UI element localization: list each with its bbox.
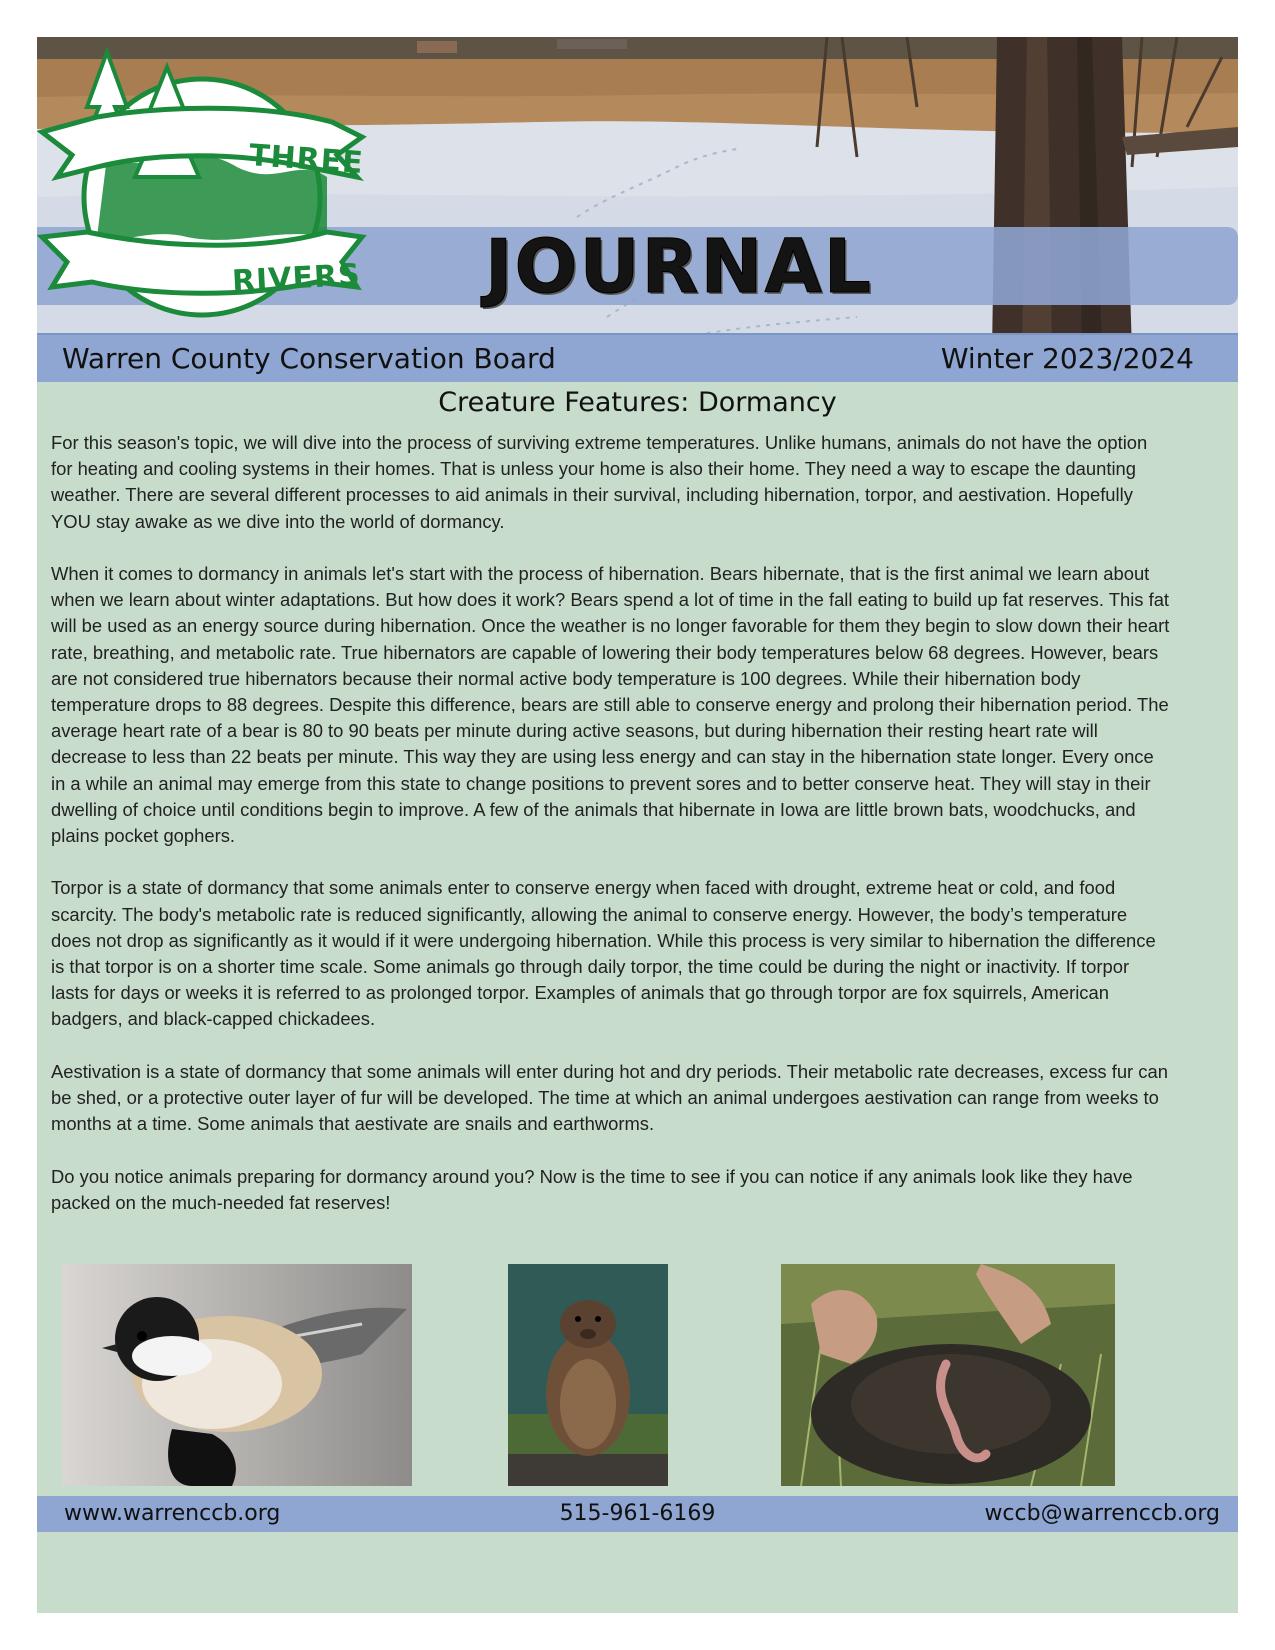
footer-band <box>37 1496 1238 1532</box>
paragraph-aestivation: Aestivation is a state of dormancy that some animals will enter during hot and dry periods. Their metabolic rate decreases, excess fur can be shed, or a protective outer layer of fur will be developed. The time at which an animal undergoes aestivation can range from weeks to months at a time. Some animals that aestivate are snails and earthworms. <box>51 1060 1168 1135</box>
organization-name: Warren County Conservation Board <box>62 342 556 375</box>
chickadee-photo <box>62 1264 412 1486</box>
article-body <box>51 430 1171 1242</box>
journal-title: JOURNAL <box>485 224 873 310</box>
header-band <box>37 333 1238 382</box>
banner-photo <box>37 37 1238 351</box>
newsletter-page <box>37 37 1238 1613</box>
logo-text-three: THREE <box>247 138 365 181</box>
article-title: Creature Features: Dormancy <box>438 387 837 418</box>
paragraph-closing: Do you notice animals preparing for dormancy around you? Now is the time to see if you can notice if any animals look like they have packed on the much-needed fat reserves! <box>51 1165 1133 1213</box>
paragraph-intro: For this season's topic, we will dive into the process of surviving extreme temperatures. Unlike humans, animals do not have the option for heating and cooling systems in their homes. That is unless your home is also their home. They need a way to escape the daunting weather. There are several different processes to aid animals in their survival, including hibernation, torpor, and aestivation. Hopefully YOU stay awake as we dive into the world of dormancy. <box>51 432 1148 532</box>
earthworm-photo <box>781 1264 1115 1486</box>
footer-website-link[interactable]: www.warrenccb.org <box>64 1501 281 1526</box>
logo-text-rivers: RIVERS <box>231 257 362 300</box>
footer-email-link[interactable]: wccb@warrenccb.org <box>984 1501 1220 1526</box>
footer-phone: 515-961-6169 <box>559 1501 716 1526</box>
woodchuck-photo <box>508 1264 668 1486</box>
issue-season: Winter 2023/2024 <box>940 342 1194 375</box>
paragraph-hibernation: When it comes to dormancy in animals let's start with the process of hibernation. Bears hibernate, that is the first animal we learn about when we learn about winter adaptations. But how does it work? Bears spend a lot of time in the fall eating to build up fat reserves. This fat will be used as an energy source during hibernation. Once the weather is no longer favorable for them they begin to slow down their heart rate, breathing, and metabolic rate. True hibernators are capable of lowering their body temperatures below 68 degrees. However, bears are not considered true hibernators because their normal active body temperature is 100 degrees. While their hibernation body temperature drops to 88 degrees. Despite this difference, bears are still able to conserve energy and prolong their hibernation period. The average heart rate of a bear is 80 to 90 beats per minute during active seasons, but during hibernation their resting heart rate will decrease to less than 22 beats per minute. This way they are using less energy and can stay in the hibernation state longer. Every once in a while an animal may emerge from this state to change positions to prevent sores and to better conserve heat. They will stay in their dwelling of choice until conditions begin to improve. A few of the animals that hibernate in Iowa are little brown bats, woodchucks, and plains pocket gophers. <box>51 563 1170 847</box>
paragraph-torpor: Torpor is a state of dormancy that some animals enter to conserve energy when faced with drought, extreme heat or cold, and food scarcity. The body's metabolic rate is reduced significantly, allowing the animal to conserve energy. However, the body’s temperature does not drop as significantly as it would if it were undergoing hibernation. While this process is very similar to hibernation the difference is that torpor is on a shorter time scale. Some animals go through daily torpor, the time could be during the night or inactivity. If torpor lasts for days or weeks it is referred to as prolonged torpor. Examples of animals that go through torpor are fox squirrels, American badgers, and black-capped chickadees. <box>51 877 1156 1030</box>
